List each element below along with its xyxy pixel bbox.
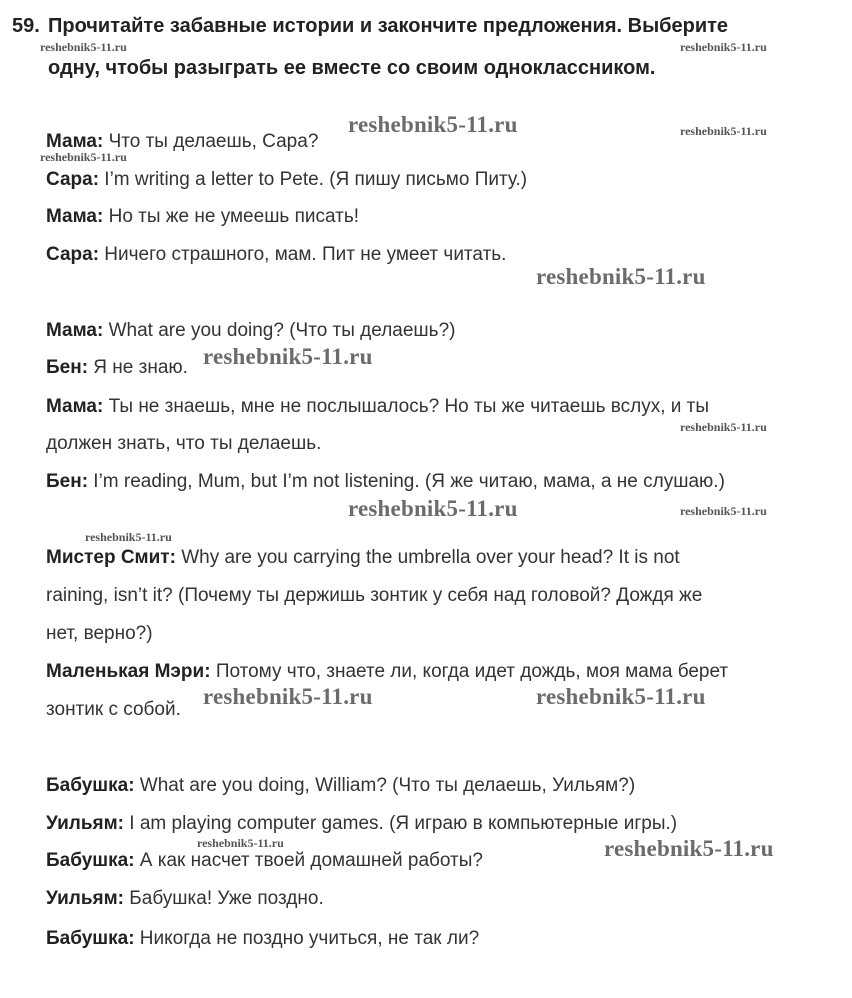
watermark: reshebnik5-11.ru [197,836,284,850]
utterance: Ничего страшного, мам. Пит не умеет читать. [99,244,507,265]
utterance: Бабушка! Уже поздно. [124,888,324,909]
watermark: reshebnik5-11.ru [203,684,373,709]
dialogue-line-continuation [46,433,321,455]
watermark: reshebnik5-11.ru [348,112,518,137]
speaker: Мистер Смит: [46,547,176,568]
speaker: Бабушка: [46,775,135,796]
dialogue-line [46,357,188,379]
watermark: reshebnik5-11.ru [348,496,518,521]
dialogue-line-continuation [46,623,153,645]
dialogue-line [46,471,725,493]
dialogue-line [46,813,677,835]
utterance: What are you doing? (Что ты делаешь?) [103,320,456,341]
dialogue-line [46,547,680,569]
utterance: Потому что, знаете ли, когда идет дождь, моя мама берет [210,661,729,682]
utterance: Никогда не поздно учиться, не так ли? [134,928,480,949]
utterance: Why are you carrying the umbrella over your head? It is not [175,547,680,568]
utterance: I am playing computer games. (Я играю в компьютерные игры.) [124,813,678,834]
dialogue-line [46,169,527,191]
watermark: reshebnik5-11.ru [40,40,127,54]
speaker: Мама: [46,131,104,152]
utterance: What are you doing, William? (Что ты делаешь, Уильям?) [134,775,636,796]
exercise-instruction-line-2: одну, чтобы разыграть ее вместе со своим одноклассником. [48,57,656,79]
dialogue-line [46,320,455,342]
speaker: Мама: [46,206,104,227]
speaker: Бабушка: [46,850,135,871]
dialogue-line [46,396,709,418]
dialogue-line [46,928,479,950]
watermark: reshebnik5-11.ru [203,344,373,369]
watermark: reshebnik5-11.ru [680,504,767,518]
speaker: Бабушка: [46,928,135,949]
speaker: Маленькая Мэри: [46,661,211,682]
dialogue-line [46,661,728,683]
utterance: I’m reading, Mum, but I’m not listening. (Я же читаю, мама, а не слушаю.) [88,471,725,492]
utterance: raining, isn’t it? (Почему ты держишь зонтик у себя над головой? Дождя же [46,585,703,606]
dialogue-line [46,775,635,797]
watermark: reshebnik5-11.ru [680,124,767,138]
watermark: reshebnik5-11.ru [536,684,706,709]
speaker: Бен: [46,357,89,378]
utterance: нет, верно?) [46,623,153,644]
watermark: reshebnik5-11.ru [536,264,706,289]
dialogue-line [46,206,359,228]
utterance: должен знать, что ты делаешь. [46,433,322,454]
utterance: Ты не знаешь, мне не послышалось? Но ты же читаешь вслух, и ты [103,396,710,417]
watermark: reshebnik5-11.ru [680,420,767,434]
speaker: Уильям: [46,813,124,834]
watermark: reshebnik5-11.ru [40,150,127,164]
dialogue-line [46,244,506,266]
utterance: I’m writing a letter to Pete. (Я пишу письмо Питу.) [99,169,528,190]
speaker: Уильям: [46,888,124,909]
dialogue-line [46,850,483,872]
speaker: Мама: [46,320,104,341]
dialogue-line-continuation [46,699,181,721]
speaker: Мама: [46,396,104,417]
dialogue-line [46,888,324,910]
utterance: Я не знаю. [88,357,188,378]
speaker: Сара: [46,244,100,265]
speaker: Сара: [46,169,100,190]
utterance: Что ты делаешь, Сара? [103,131,319,152]
utterance: А как насчет твоей домашней работы? [134,850,483,871]
watermark: reshebnik5-11.ru [604,836,774,861]
speaker: Бен: [46,471,89,492]
dialogue-line-continuation [46,585,702,607]
watermark: reshebnik5-11.ru [85,530,172,544]
utterance: зонтик с собой. [46,699,181,720]
watermark: reshebnik5-11.ru [680,40,767,54]
exercise-number: 59. [12,15,40,37]
utterance: Но ты же не умеешь писать! [103,206,360,227]
exercise-instruction-line-1: Прочитайте забавные истории и закончите предложения. Выберите [48,15,729,37]
